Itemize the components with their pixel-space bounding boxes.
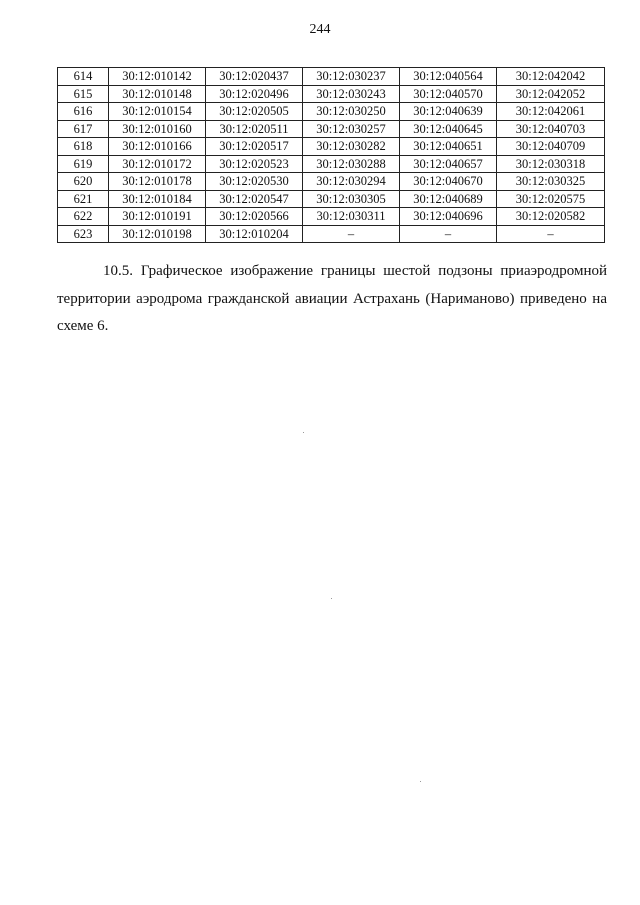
row-number: 620: [58, 173, 109, 191]
table-cell: 30:12:020530: [206, 173, 303, 191]
table-cell: 30:12:030237: [303, 68, 400, 86]
table-cell: 30:12:042052: [497, 85, 605, 103]
table-cell: 30:12:010148: [109, 85, 206, 103]
table-cell: 30:12:020575: [497, 190, 605, 208]
table-cell: 30:12:030250: [303, 103, 400, 121]
table-cell: 30:12:030282: [303, 138, 400, 156]
table-cell: 30:12:030311: [303, 208, 400, 226]
table-cell: 30:12:030325: [497, 173, 605, 191]
table-cell: 30:12:040696: [400, 208, 497, 226]
table-cell: 30:12:020437: [206, 68, 303, 86]
page-number: 244: [309, 22, 331, 37]
table-cell: 30:12:010204: [206, 225, 303, 243]
table-cell: 30:12:040657: [400, 155, 497, 173]
table-cell: 30:12:030288: [303, 155, 400, 173]
table-cell: 30:12:040564: [400, 68, 497, 86]
table-cell: 30:12:040703: [497, 120, 605, 138]
table-row: [58, 103, 605, 121]
row-number: 615: [58, 85, 109, 103]
scan-speck: [420, 781, 421, 782]
row-number: 623: [58, 225, 109, 243]
table-cell: 30:12:040651: [400, 138, 497, 156]
table-cell: 30:12:042042: [497, 68, 605, 86]
section-paragraph: [57, 258, 607, 341]
table-cell: 30:12:020496: [206, 85, 303, 103]
table-row: [58, 155, 605, 173]
table-cell: 30:12:010184: [109, 190, 206, 208]
table-cell: 30:12:010154: [109, 103, 206, 121]
table-cell: 30:12:010142: [109, 68, 206, 86]
table-row: [58, 208, 605, 226]
table-cell: 30:12:020505: [206, 103, 303, 121]
table-cell: –: [497, 225, 605, 243]
table-cell: 30:12:030294: [303, 173, 400, 191]
row-number: 621: [58, 190, 109, 208]
table-row: [58, 138, 605, 156]
row-number: 622: [58, 208, 109, 226]
table-cell: –: [303, 225, 400, 243]
table-cell: 30:12:020566: [206, 208, 303, 226]
paragraph-text: 10.5. Графическое изображение границы шестой подзоны приаэродромной территории аэродрома гражданской авиации Астрахань (Нариманово) приведено на схеме 6.: [57, 263, 607, 334]
table-row: [58, 190, 605, 208]
table-cell: 30:12:040670: [400, 173, 497, 191]
scan-speck: [331, 598, 332, 599]
table-cell: 30:12:040709: [497, 138, 605, 156]
row-number: 614: [58, 68, 109, 86]
table-cell: 30:12:010172: [109, 155, 206, 173]
table-cell: 30:12:010160: [109, 120, 206, 138]
table-cell: 30:12:030243: [303, 85, 400, 103]
table-cell: 30:12:020511: [206, 120, 303, 138]
table-cell: 30:12:020517: [206, 138, 303, 156]
table-cell: 30:12:040639: [400, 103, 497, 121]
table-cell: –: [400, 225, 497, 243]
table-cell: 30:12:040645: [400, 120, 497, 138]
table-cell: 30:12:020523: [206, 155, 303, 173]
table-cell: 30:12:040570: [400, 85, 497, 103]
table-row: [58, 68, 605, 86]
cadastral-table: [57, 67, 605, 243]
table-cell: 30:12:042061: [497, 103, 605, 121]
table-cell: 30:12:030305: [303, 190, 400, 208]
table-row: [58, 85, 605, 103]
row-number: 618: [58, 138, 109, 156]
table-row: [58, 225, 605, 243]
table-cell: 30:12:030257: [303, 120, 400, 138]
table-row: [58, 120, 605, 138]
table-cell: 30:12:010178: [109, 173, 206, 191]
row-number: 619: [58, 155, 109, 173]
table-cell: 30:12:020547: [206, 190, 303, 208]
table-cell: 30:12:040689: [400, 190, 497, 208]
table-cell: 30:12:030318: [497, 155, 605, 173]
row-number: 617: [58, 120, 109, 138]
table-row: [58, 173, 605, 191]
row-number: 616: [58, 103, 109, 121]
table-cell: 30:12:010191: [109, 208, 206, 226]
table-cell: 30:12:020582: [497, 208, 605, 226]
table-cell: 30:12:010198: [109, 225, 206, 243]
table-cell: 30:12:010166: [109, 138, 206, 156]
scan-speck: [303, 432, 304, 433]
